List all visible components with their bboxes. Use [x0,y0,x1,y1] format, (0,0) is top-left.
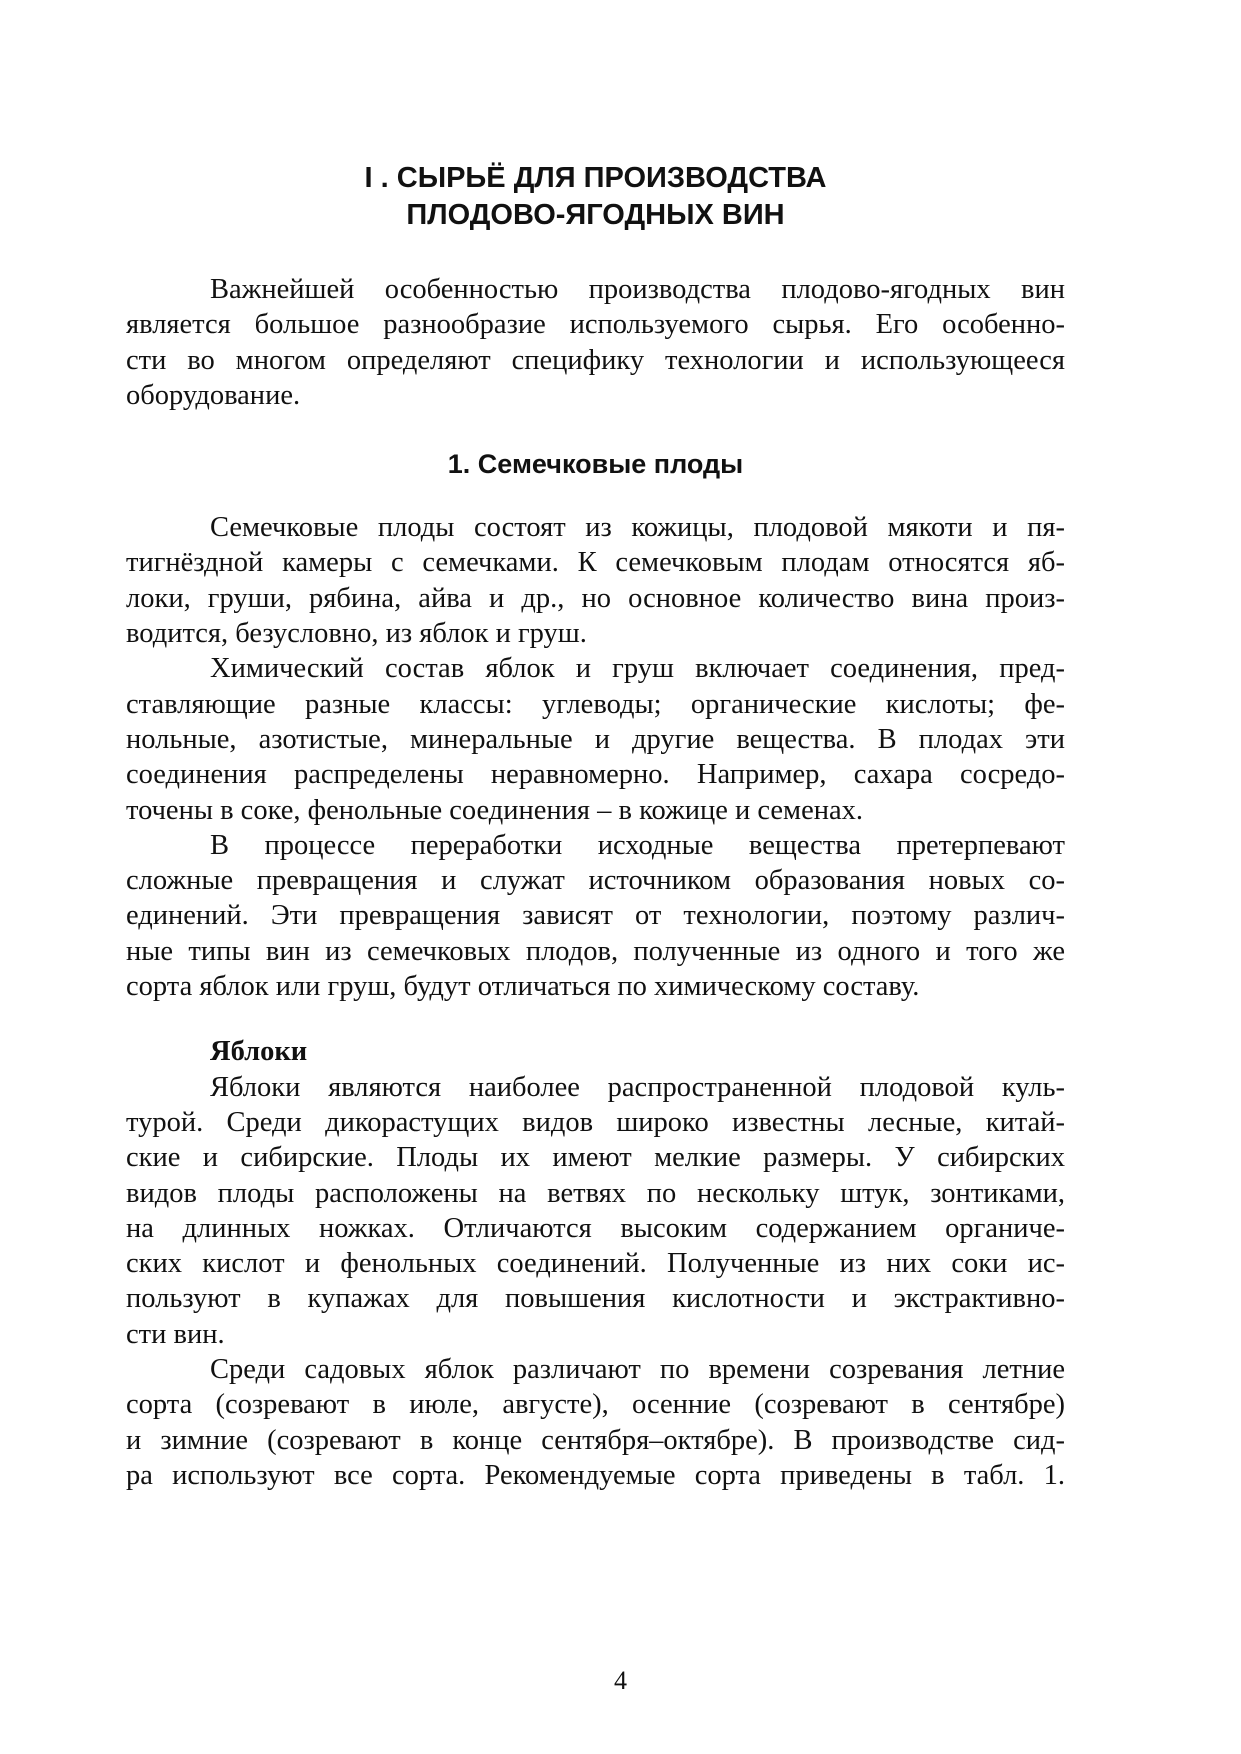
section-paragraph-2 [126,651,1065,827]
text-line: единений. Эти превращения зависят от технологии, поэтому различ- [126,900,1065,932]
apples-paragraph-1 [126,1070,1065,1352]
text-line: тигнёздной камеры с семечками. К семечковым плодам относятся яб- [126,547,1065,579]
text-line: сти во многом определяют специфику технологии и использующееся [126,344,1065,376]
text-line: и зимние (созревают в конце сентября–октябре). В производстве сид- [126,1424,1065,1456]
text-line: Среди садовых яблок различают по времени созревания летние [210,1354,1065,1386]
chapter-title [126,160,1065,234]
text-line: на длинных ножках. Отличаются высоким содержанием органиче- [126,1212,1065,1244]
text-line: Семечковые плоды состоят из кожицы, плодовой мякоти и пя- [210,512,1065,544]
text-line: сорта яблок или груш, будут отличаться по химическому составу. [126,971,920,1003]
page-body [126,160,1065,1493]
text-line: локи, груши, рябина, айва и др., но основное количество вина произ- [126,582,1065,614]
apples-paragraph-2 [126,1352,1065,1493]
text-line: Яблоки являются наиболее распространенной плодовой куль- [210,1071,1065,1103]
text-line: сорта (созревают в июле, августе), осенние (созревают в сентябре) [126,1389,1065,1421]
text-line: точены в соке, фенольные соединения – в кожице и семенах. [126,794,864,826]
text-line: является большое разнообразие используемого сырья. Его особенно- [126,309,1065,341]
text-line: ских кислот и фенольных соединений. Полученные из них соки ис- [126,1248,1065,1280]
text-line: сложные превращения и служат источником образования новых со- [126,865,1065,897]
section-paragraph-3 [126,828,1065,1004]
intro-paragraph [126,272,1065,413]
text-line: оборудование. [126,379,301,411]
subsection-heading: Яблоки [210,1036,308,1068]
text-line: соединения распределены неравномерно. Например, сахара сосредо- [126,759,1065,791]
chapter-title-line-2: ПЛОДОВО-ЯГОДНЫХ ВИН [406,199,785,231]
section-title: 1. Семечковые плоды [447,449,744,480]
text-line: нольные, азотистые, минеральные и другие вещества. В плодах эти [126,723,1065,755]
text-line: сти вин. [126,1318,225,1350]
text-line: турой. Среди дикорастущих видов широко известны лесные, китай- [126,1106,1065,1138]
text-line: ставляющие разные классы: углеводы; органические кислоты; фе- [126,688,1065,720]
text-line: ные типы вин из семечковых плодов, полученные из одного и того же [126,935,1065,967]
page-number: 4 [614,1666,627,1695]
text-line: Важнейшей особенностью производства плодово-ягодных вин [210,274,1065,305]
text-line: водится, безусловно, из яблок и груш. [126,618,587,650]
text-line: пользуют в купажах для повышения кислотности и экстрактивно- [126,1283,1065,1315]
text-line: видов плоды расположены на ветвях по нескольку штук, зонтиками, [126,1177,1065,1209]
text-line: ра используют все сорта. Рекомендуемые сорта приведены в табл. 1. [126,1459,1065,1491]
text-line: Химический состав яблок и груш включает соединения, пред- [210,653,1065,685]
text-line: В процессе переработки исходные вещества претерпевают [210,829,1065,861]
chapter-title-line-1: I . СЫРЬЁ ДЛЯ ПРОИЗВОДСТВА [364,162,827,194]
text-line: ские и сибирские. Плоды их имеют мелкие размеры. У сибирских [126,1142,1065,1174]
section-paragraph-1 [126,510,1065,651]
